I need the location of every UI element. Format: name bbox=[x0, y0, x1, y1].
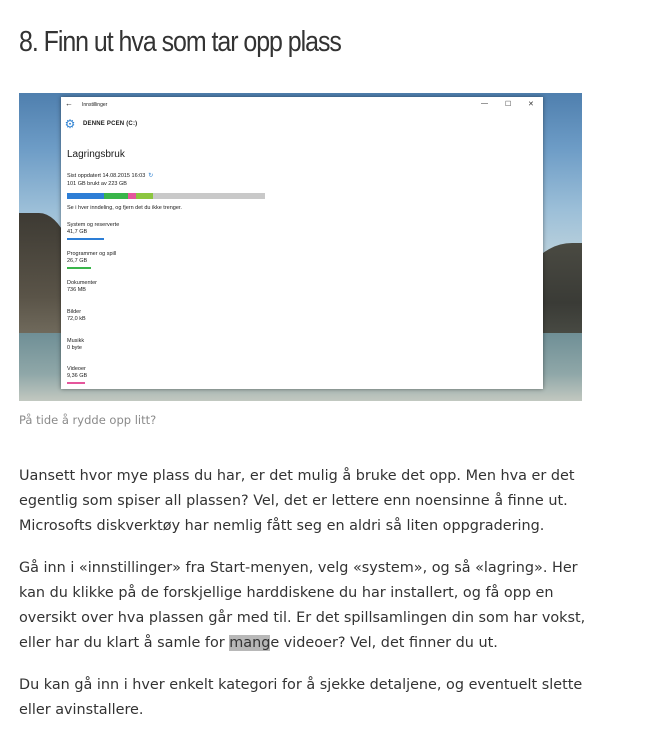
category-documents-name[interactable]: Dokumenter bbox=[67, 280, 97, 286]
used-space-text: 101 GB brukt av 223 GB bbox=[67, 181, 127, 187]
paragraph-1: Uansett hvor mye plass du har, er det mulig å bruke det opp. Men hva er det egentlig som spiser all plassen? Vel, det er lettere enn noensinne å finne ut. Microsofts diskverktøy har nemlig fått seg en aldri så liten oppgradering. bbox=[19, 468, 575, 534]
settings-window bbox=[61, 97, 543, 389]
window-title: Innstillinger bbox=[82, 102, 108, 108]
category-system-bar bbox=[67, 238, 104, 240]
settings-header bbox=[61, 115, 543, 135]
minimize-icon[interactable]: — bbox=[481, 100, 488, 107]
category-music-size[interactable]: 0 byte bbox=[67, 345, 82, 351]
category-programs-name[interactable]: Programmer og spill bbox=[67, 251, 117, 257]
storage-usage-bar bbox=[67, 193, 265, 199]
paragraph-2-text-end: e videoer? Vel, det finner du ut. bbox=[270, 635, 498, 651]
category-programs-bar bbox=[67, 267, 91, 269]
category-system-name[interactable]: System og reserverte bbox=[67, 222, 120, 228]
usage-bar-segment bbox=[128, 193, 136, 199]
category-system-size[interactable]: 41,7 GB bbox=[67, 229, 88, 235]
usage-bar-segment bbox=[136, 193, 153, 199]
article-screenshot-image bbox=[19, 93, 582, 401]
storage-heading: Lagringsbruk bbox=[67, 149, 125, 160]
drive-label: DENNE PCEN (C:) bbox=[83, 121, 138, 127]
close-icon[interactable]: ✕ bbox=[528, 101, 534, 108]
category-videos-name[interactable]: Videoer bbox=[67, 366, 86, 372]
last-updated-text: Sist oppdatert 14.08.2015 16:03 bbox=[67, 173, 146, 179]
category-pictures-name[interactable]: Bilder bbox=[67, 309, 82, 315]
last-updated-row bbox=[67, 173, 153, 180]
category-programs-size[interactable]: 26,7 GB bbox=[67, 258, 88, 264]
image-caption: På tide å rydde opp litt? bbox=[19, 413, 157, 427]
paragraph-2-text-start: Gå inn i «innstillinger» fra Start-menyen, velg «system», og så «lagring». Her kan du klikke på de forskjellige harddiskene du har installert, og få opp en oversikt over hva plassen går med til. Er det spillsamlingen din som har vokst, eller har du klart å samle for bbox=[19, 560, 586, 651]
article-heading: 8. Finn ut hva som tar opp plass bbox=[19, 26, 341, 58]
category-documents-size[interactable]: 736 MB bbox=[67, 287, 86, 293]
gear-icon: ⚙ bbox=[64, 117, 76, 131]
category-videos-bar bbox=[67, 382, 85, 384]
back-arrow-icon[interactable]: ← bbox=[65, 99, 73, 108]
hint-text: Se i hver inndeling, og fjern det du ikke trenger. bbox=[67, 205, 182, 211]
window-titlebar bbox=[61, 97, 543, 115]
refresh-icon[interactable]: ↻ bbox=[148, 173, 154, 179]
usage-bar-segment bbox=[67, 193, 104, 199]
usage-bar-segment bbox=[104, 193, 128, 199]
paragraph-2 bbox=[19, 556, 589, 656]
category-pictures-size[interactable]: 72,0 kB bbox=[67, 316, 86, 322]
text-selection-highlight: mang bbox=[229, 635, 271, 651]
category-music-name[interactable]: Musikk bbox=[67, 338, 85, 344]
paragraph-3: Du kan gå inn i hver enkelt kategori for å sjekke detaljene, og eventuelt slette eller avinstallere. bbox=[19, 677, 583, 718]
maximize-icon[interactable]: ☐ bbox=[505, 101, 512, 108]
category-videos-size[interactable]: 9,36 GB bbox=[67, 373, 88, 379]
